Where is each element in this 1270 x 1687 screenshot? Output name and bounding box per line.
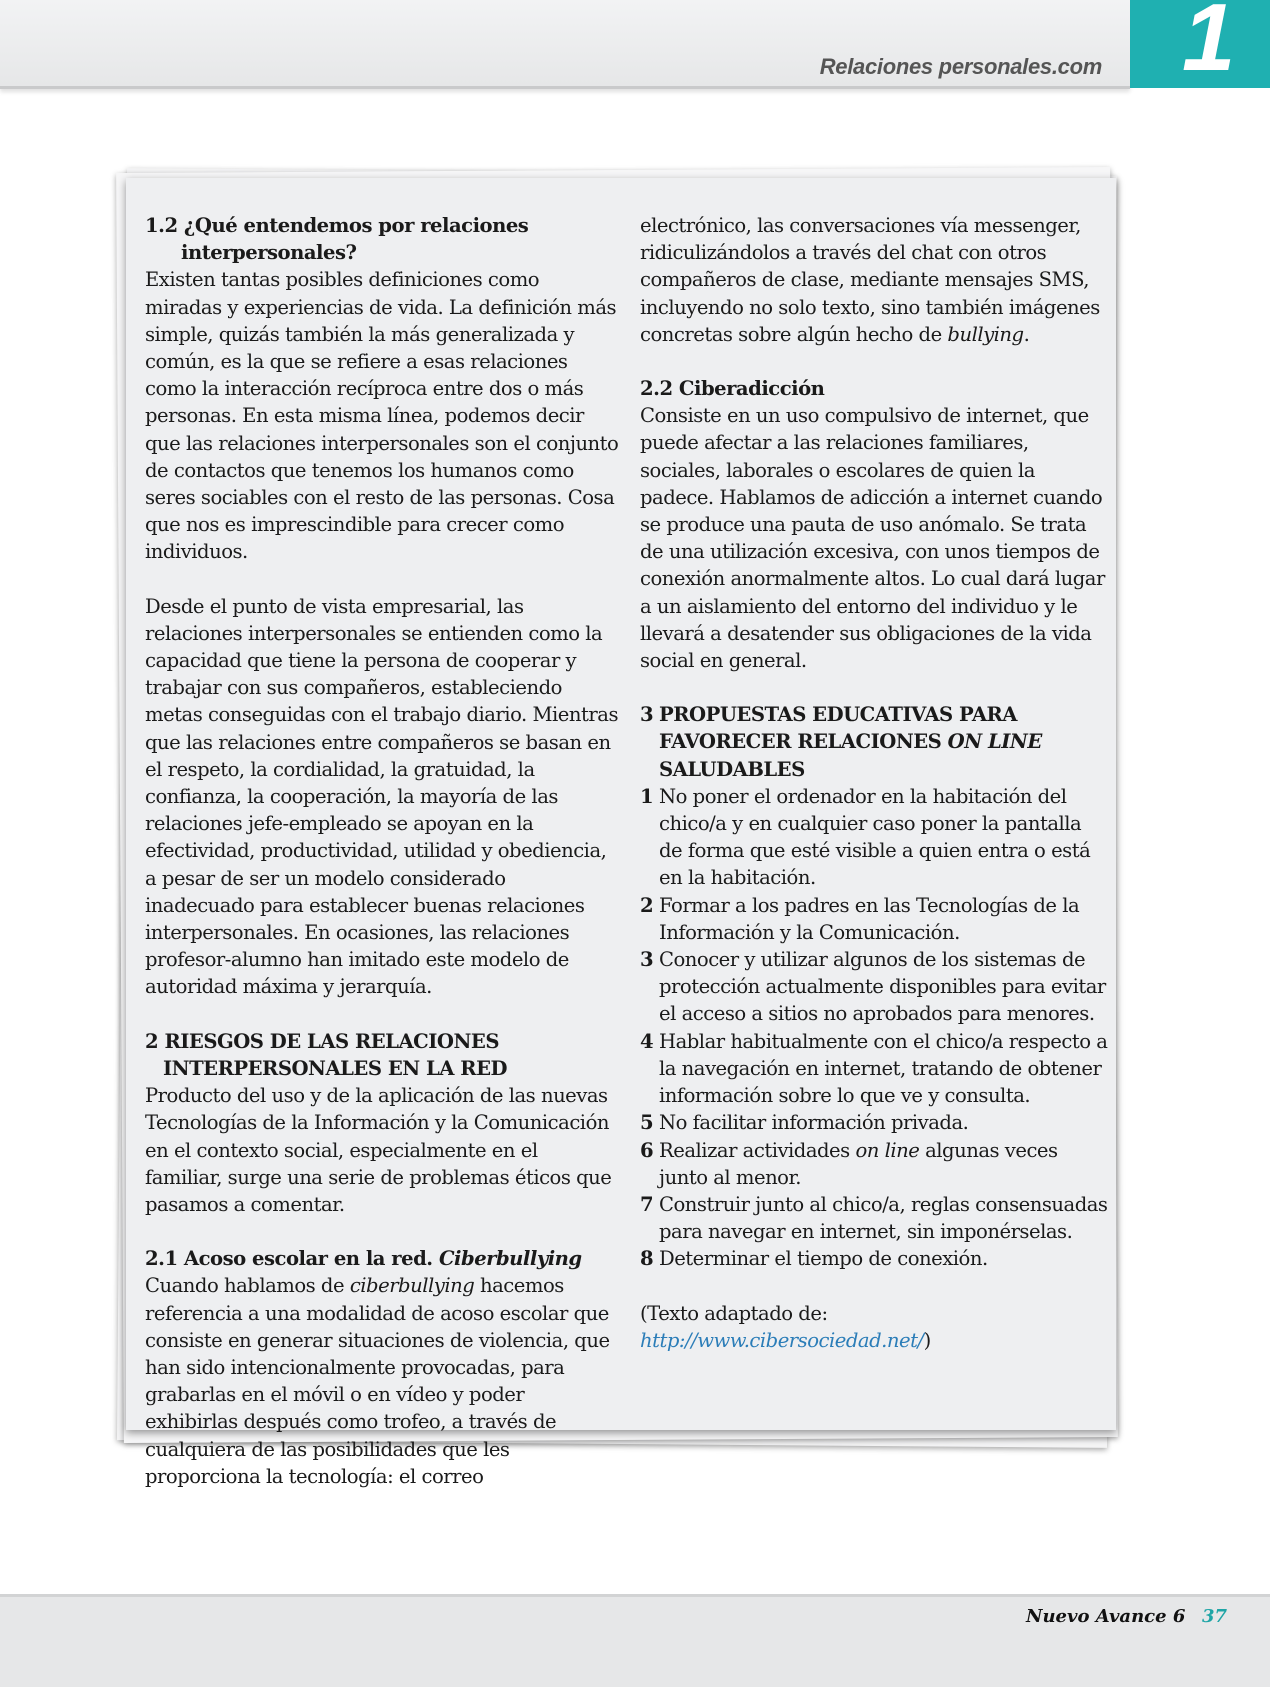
heading-3: 3 PROPUESTAS EDUCATIVAS PARA FAVORECER RELACIONES ON LINE SALUDABLES [640, 703, 1042, 781]
heading-2-1: 2.1 Acoso escolar en la red. Ciberbullying [145, 1247, 582, 1271]
left-column [145, 212, 619, 1490]
list-item: 6 Realizar actividades on line algunas veces junto al menor. [640, 1138, 1058, 1189]
paragraph-definitions: Existen tantas posibles definiciones como miradas y experiencias de vida. La definición más simple, quizás también la más generalizada y común, es la que se refiere a esas relaciones como la interacción recíproca entre dos o más personas. En esta misma línea, podemos decir que las relaciones interpersonales son el conjunto de contactos que tenemos los humanos como seres sociables con el resto de las personas. Cosa que nos es imprescindible para crecer como individuos. [145, 268, 619, 564]
paragraph-ciberadiccion: Consiste en un uso compulsivo de internet, que puede afectar a las relaciones familiares, sociales, laborales o escolares de quien la padece. Hablamos de adicción a internet cuando se produce una pauta de uso anómalo. Se trata de una utilización excesiva, con unos tiempos de conexión anormalmente altos. Lo cual dará lugar a un aislamiento del entorno del individuo y le llevará a desatender sus obligaciones de la vida social en general. [640, 404, 1105, 673]
list-item: 5 No facilitar información privada. [640, 1111, 969, 1135]
paragraph-ciberbullying-cont: electrónico, las conversaciones vía messenger, ridiculizándolos a través del chat con otros compañeros de clase, mediante mensajes SMS, incluyendo no solo texto, sino también imágenes concretas sobre algún hecho de bullying. [640, 214, 1100, 346]
page-number: 37 [1202, 1606, 1228, 1627]
paragraph-business: Desde el punto de vista empresarial, las relaciones interpersonales se entienden como la capacidad que tiene la persona de cooperar y trabajar con sus compañeros, estableciendo metas conseguidas con el trabajo diario. Mientras que las relaciones entre compañeros se basan en el respeto, la cordialidad, la gratuidad, la confianza, la cooperación, la mayoría de las relaciones jefe-empleado se apoyan en la efectividad, productividad, utilidad y obediencia, a pesar de ser un modelo considerado inadecuado para establecer buenas relaciones interpersonales. En ocasiones, las relaciones profesor-alumno han imitado este modelo de autoridad máxima y jerarquía. [145, 594, 618, 999]
section-title: Relaciones personales.com [819, 54, 1102, 79]
chapter-tab [1130, 0, 1270, 91]
right-column [640, 212, 1110, 1354]
list-item: 4 Hablar habitualmente con el chico/a respecto a la navegación en internet, tratando de obtener información sobre lo que ve y consulta. [640, 1029, 1108, 1108]
heading-2-2: 2.2 Ciberadicción [640, 377, 825, 401]
list-item: 8 Determinar el tiempo de conexión. [640, 1247, 988, 1271]
source-citation: (Texto adaptado de: http://www.cibersociedad.net/) [640, 1301, 931, 1352]
book-title: Nuevo Avance 6 [1026, 1606, 1186, 1627]
heading-2: 2 RIESGOS DE LAS RELACIONES INTERPERSONALES EN LA RED [145, 1029, 508, 1080]
list-item: 2 Formar a los padres en las Tecnologías de la Información y la Comunicación. [640, 893, 1080, 944]
source-link[interactable]: http://www.cibersociedad.net/ [640, 1328, 924, 1352]
list-item: 1 No poner el ordenador en la habitación del chico/a y en cualquier caso poner la pantalla de forma que esté visible a quien entra o está en la habitación. [640, 784, 1091, 890]
header-band [0, 0, 1130, 89]
paragraph-ciberbullying: Cuando hablamos de ciberbullying hacemos referencia a una modalidad de acoso escolar que consiste en generar situaciones de violencia, que han sido intencionalmente provocadas, para grabarlas en el móvil o en vídeo y poder exhibirlas después como trofeo, a través de cualquiera de las posibilidades que les proporciona la tecnología: el correo [145, 1274, 610, 1488]
list-item: 3 Conocer y utilizar algunos de los sistemas de protección actualmente disponibles para evitar el acceso a sitios no aprobados para menores. [640, 948, 1106, 1026]
list-item: 7 Construir junto al chico/a, reglas consensuadas para navegar en internet, sin imponérselas. [640, 1192, 1108, 1244]
heading-1-2: 1.2 ¿Qué entendemos por relaciones interpersonales? [145, 214, 529, 265]
chapter-number: 1 [1182, 0, 1236, 91]
paragraph-risks: Producto del uso y de la aplicación de las nuevas Tecnologías de la Información y la Comunicación en el contexto social, especialmente en el familiar, surge una serie de problemas éticos que pasamos a comentar. [145, 1084, 612, 1216]
